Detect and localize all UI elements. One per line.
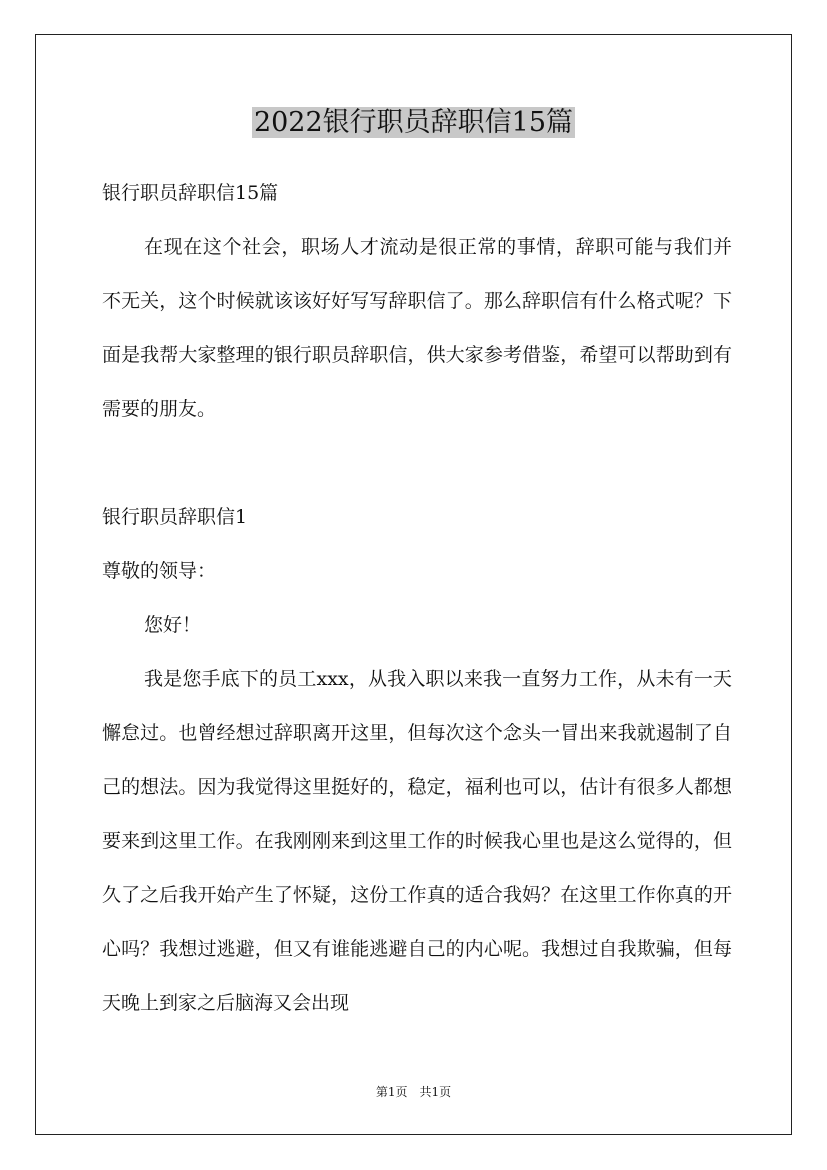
letter-body-paragraph: 我是您手底下的员工xxx，从我入职以来我一直努力工作，从未有一天懈怠过。也曾经想过辞职离开这里，但每次这个念头一冒出来我就遏制了自己的想法。因为我觉得这里挺好的，稳定，福利也可以，估计有很多人都想要来到这里工作。在我刚刚来到这里工作的时候我心里也是这么觉得的，但久了之后我开始产生了怀疑，这份工作真的适合我妈？在这里工作你真的开心吗？我想过逃避，但又有谁能逃避自己的内心呢。我想过自我欺骗，但每天晚上到家之后脑海又会出现 [102, 668, 732, 1014]
letter-salutation: 尊敬的领导： [102, 560, 217, 582]
document-title-text: 2022银行职员辞职信15篇 [253, 107, 574, 138]
letter-heading: 银行职员辞职信1 [102, 506, 248, 528]
document-subtitle: 银行职员辞职信15篇 [102, 182, 279, 204]
page-footer: 第1页 共1页 [375, 1085, 452, 1099]
letter-greeting: 您好！ [144, 614, 202, 636]
intro-paragraph: 在现在这个社会，职场人才流动是很正常的事情，辞职可能与我们并不无关，这个时候就该该好好写写辞职信了。那么辞职信有什么格式呢？下面是我帮大家整理的银行职员辞职信，供大家参考借鉴，希望可以帮助到有需要的朋友。 [102, 236, 732, 420]
document-title [0, 103, 827, 143]
